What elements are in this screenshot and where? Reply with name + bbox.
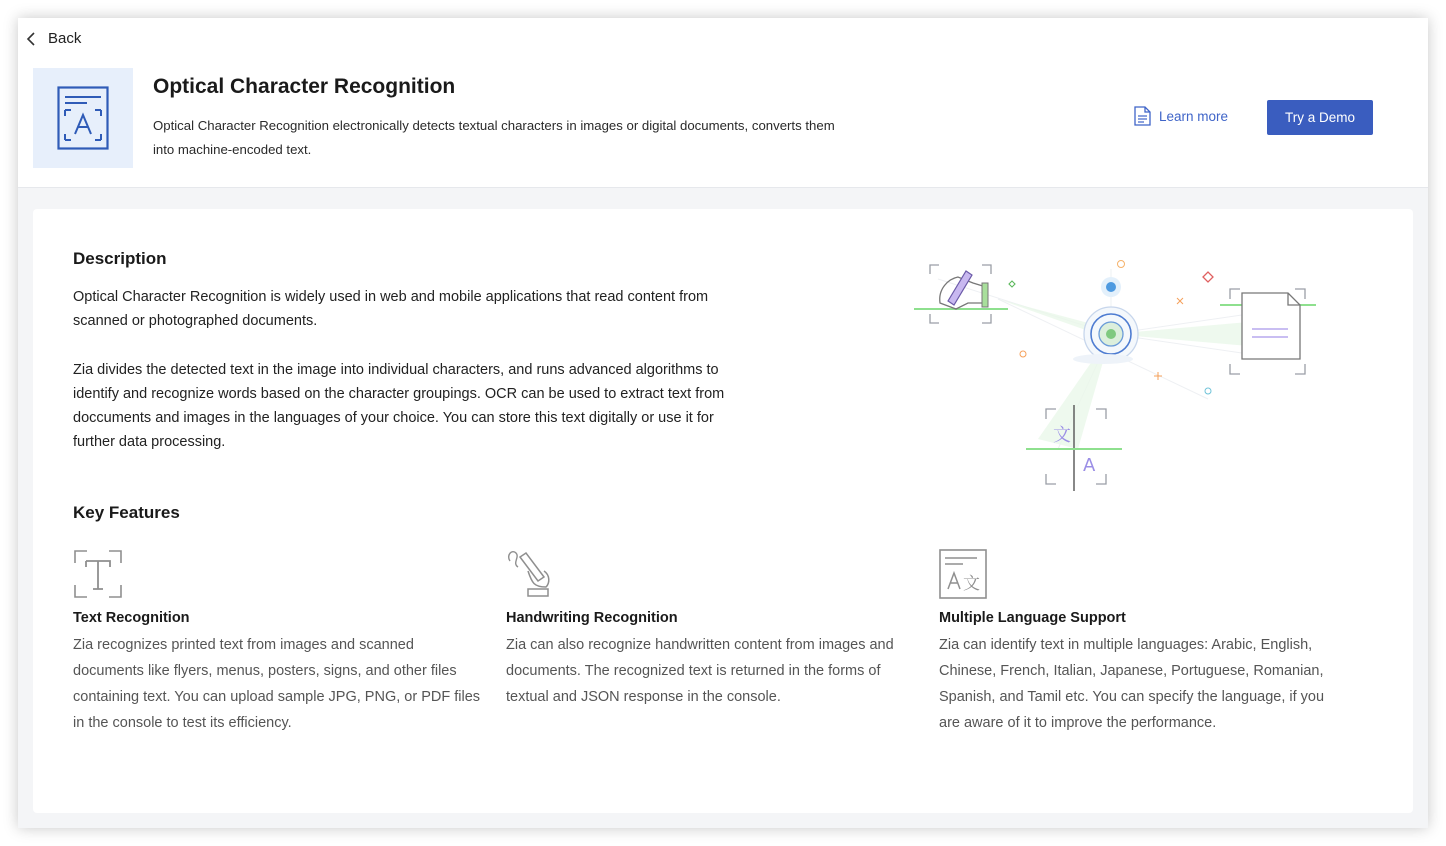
svg-text:A: A	[1083, 455, 1096, 476]
page-header	[18, 18, 1428, 188]
language-icon	[939, 549, 995, 601]
feature-multiple-language	[939, 549, 1349, 736]
content-card	[33, 209, 1413, 813]
chevron-left-icon	[26, 32, 38, 46]
description-heading: Description	[73, 249, 167, 268]
ocr-illustration	[878, 239, 1318, 499]
handwriting-icon	[506, 549, 562, 601]
learn-more-link[interactable]	[1134, 106, 1228, 126]
learn-more-label: Learn more	[1159, 108, 1229, 124]
svg-text:文: 文	[963, 574, 980, 594]
back-label: Back	[48, 30, 82, 47]
back-button[interactable]	[26, 30, 81, 47]
feature-text: Zia recognizes printed text from images and scanned documents like flyers, menus, posters, signs, and other files containing text. You can upload sample JPG, PNG, or PDF files in the console to test its efficiency.	[73, 637, 481, 731]
feature-handwriting-recognition	[506, 549, 916, 710]
feature-name: Handwriting Recognition	[506, 610, 678, 626]
app-window	[18, 18, 1428, 828]
feature-text: Zia can identify text in multiple languages: Arabic, English, Chinese, French, Italian, Japanese, Portuguese, Romanian, Spanish, and Tamil etc. You can specify the language, if you are aware of it to improve the performance.	[939, 637, 1325, 731]
feature-name: Text Recognition	[73, 610, 190, 626]
features-heading: Key Features	[73, 503, 180, 522]
description-paragraph-2: Zia divides the detected text in the image into individual characters, and runs advanced algorithms to identify and recognize words based on the character groupings. OCR can be used to extract text from doccuments and images in the languages of your choice. You can store this text digitally or use it for further data processing.	[73, 362, 725, 450]
feature-name: Multiple Language Support	[939, 610, 1126, 626]
try-demo-button[interactable]: Try a Demo	[1267, 100, 1373, 135]
text-recognition-icon	[73, 549, 129, 601]
svg-text:文: 文	[1053, 425, 1071, 446]
page-subtitle: Optical Character Recognition electronically detects textual characters in images or digital documents, converts them into machine-encoded text.	[153, 118, 835, 157]
description-paragraph-1: Optical Character Recognition is widely used in web and mobile applications that read content from scanned or photographed documents.	[73, 289, 709, 329]
page-title: Optical Character Recognition	[153, 75, 456, 98]
document-icon	[1134, 106, 1151, 126]
feature-text-recognition	[73, 549, 483, 736]
feature-text: Zia can also recognize handwritten content from images and documents. The recognized text is returned in the forms of textual and JSON response in the console.	[506, 637, 894, 705]
ocr-hero-icon	[33, 68, 133, 168]
